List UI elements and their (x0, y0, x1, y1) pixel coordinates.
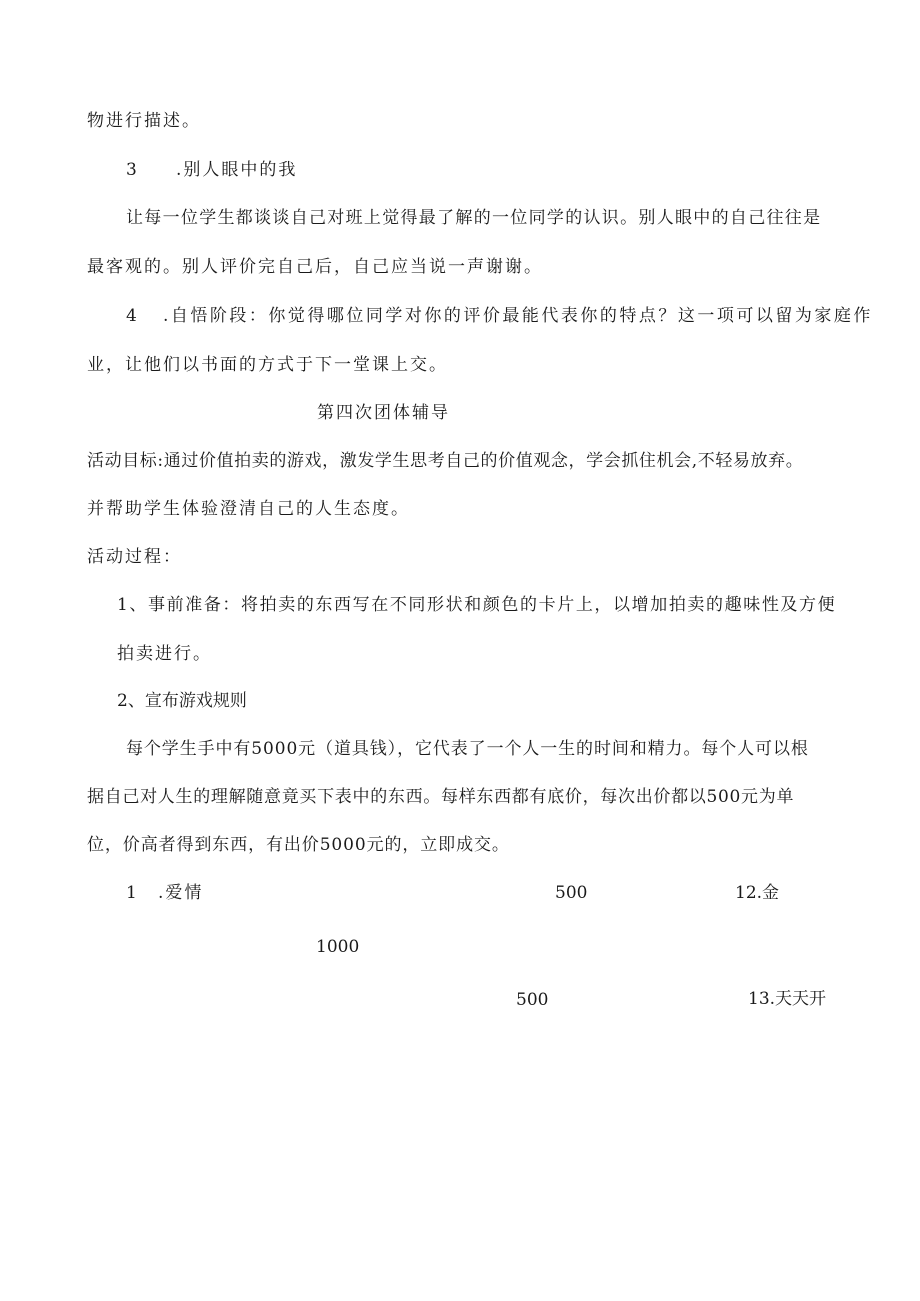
rules-line-2: 据自己对人生的理解随意竟买下表中的东西。每样东西都有底价，每次出价都以500元为单 (87, 787, 795, 807)
item-1-price: 500 (555, 883, 588, 903)
step-2-title: 2、宣布游戏规则 (117, 691, 247, 711)
section-3-number: 3 (126, 160, 137, 180)
section-4-line-1: .自悟阶段：你觉得哪位同学对你的评价最能代表你的特点？这一项可以留为家庭作 (163, 306, 873, 326)
section-heading: 第四次团体辅导 (317, 403, 450, 423)
step-1-line-2: 拍卖进行。 (117, 644, 212, 664)
rules-line-1: 每个学生手中有5000元（道具钱），它代表了一个人一生的时间和精力。每个人可以根 (126, 739, 809, 759)
rules-line-3: 位，价高者得到东西，有出价5000元的，立即成交。 (87, 835, 510, 855)
item-1-name: .爱情 (158, 883, 204, 903)
section-3-body-line-2: 最客观的。别人评价完自己后，自己应当说一声谢谢。 (87, 257, 543, 277)
item-13-name: 13.天天开 (748, 989, 827, 1009)
paragraph-tail: 物进行描述。 (87, 111, 201, 131)
activity-goal-line-1: 活动目标:通过价值拍卖的游戏，激发学生思考自己的价值观念，学会抓住机会,不轻易放弃。 (87, 451, 804, 471)
row-3-price: 500 (516, 990, 549, 1010)
step-1-line-1: 1、事前准备：将拍卖的东西写在不同形状和颜色的卡片上，以增加拍卖的趣味性及方便 (117, 595, 837, 615)
section-3-body-line-1: 让每一位学生都谈谈自己对班上觉得最了解的一位同学的认识。别人眼中的自己往往是 (126, 208, 822, 228)
activity-goal-line-2: 并帮助学生体验澄清自己的人生态度。 (87, 499, 410, 519)
section-3-title: .别人眼中的我 (176, 160, 298, 180)
item-1-number: 1 (126, 883, 137, 903)
activity-process-label: 活动过程： (87, 547, 182, 567)
section-4-number: 4 (126, 306, 137, 326)
item-12-price: 1000 (316, 937, 360, 957)
section-4-line-2: 业，让他们以书面的方式于下一堂课上交。 (87, 355, 448, 375)
item-12-name: 12.金 (735, 883, 780, 903)
